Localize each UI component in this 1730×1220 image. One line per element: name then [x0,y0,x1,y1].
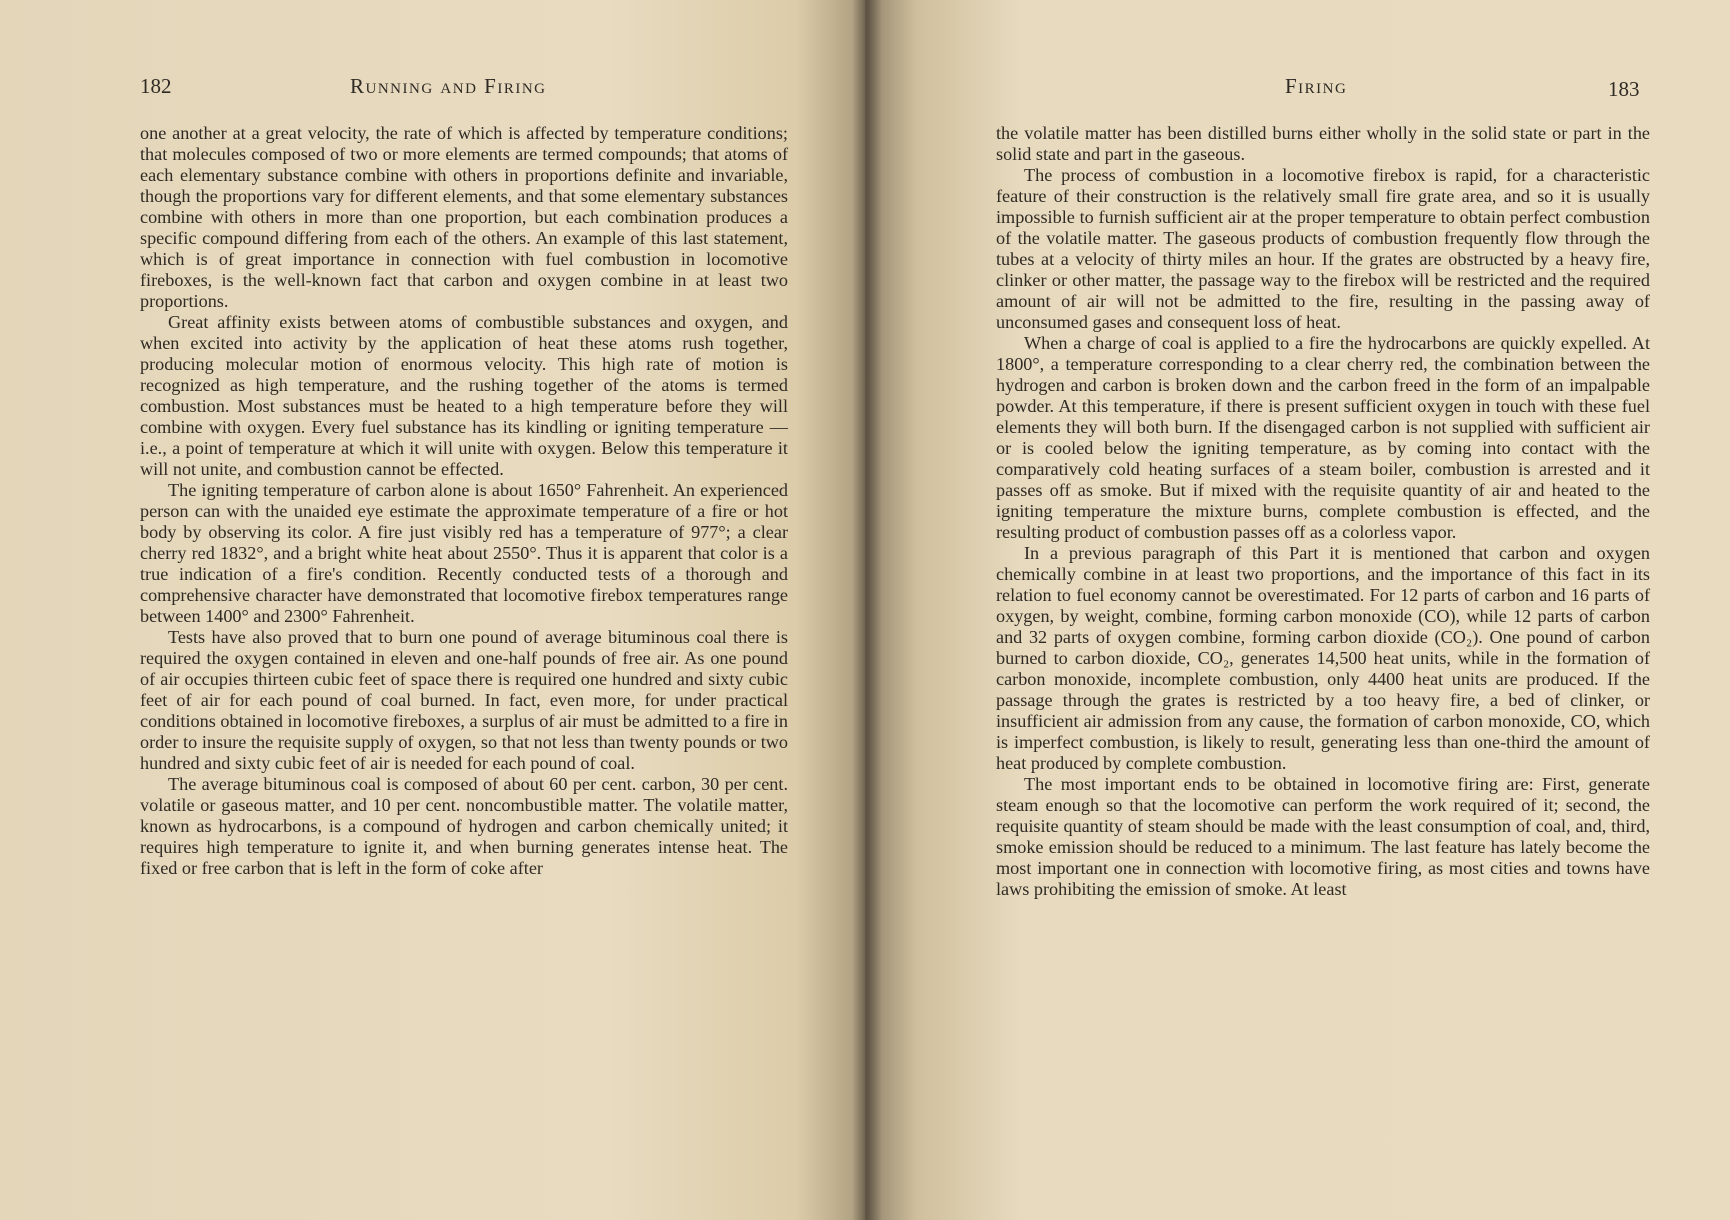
paragraph: Tests have also proved that to burn one pound of average bituminous coal there is required the oxygen contained in eleven and one-half pounds of free air. As one pound of air occupies thirteen cubic feet of space there is required one hundred and sixty cubic feet of air for each pound of coal burned. In fact, even more, for under practical conditions obtained in locomotive fireboxes, a surplus of air must be admitted to a fire in order to insure the requisite supply of oxygen, so that not less than twenty pounds or two hundred and sixty cubic feet of air is needed for each pound of coal. [140,627,788,773]
paragraph: The average bituminous coal is composed of about 60 per cent. carbon, 30 per cent. volatile or gaseous matter, and 10 per cent. noncombustible matter. The volatile matter, known as hydrocarbons, is a compound of hydrogen and carbon chemically united; it requires high temperature to ignite it, and when burning generates intense heat. The fixed or free carbon that is left in the form of coke after [140,774,788,878]
right-page [865,0,1730,1220]
paragraph: one another at a great velocity, the rate of which is affected by temperature conditions; that molecules composed of two or more elements are termed compounds; that atoms of each elementary substance combine with others in proportions definite and invariable, though the proportions vary for different elements, and that some elementary substances combine with others in more than one proportion, but each combination produces a specific compound differing from each of the others. An example of this last statement, which is of great importance in connection with fuel combustion in locomotive fireboxes, is the well-known fact that carbon and oxygen combine in at least two proportions. [140,123,788,311]
body-text [140,123,788,879]
book-gutter [852,0,882,1220]
paragraph: the volatile matter has been distilled burns either wholly in the solid state or part in the solid state and part in the gaseous. [996,123,1650,164]
running-head: Running and Firing [350,74,547,98]
running-head: Firing [1285,74,1348,98]
paragraph: In a previous paragraph of this Part it is mentioned that carbon and oxygen chemically combine in at least two proportions, and the importance of this fact in its relation to fuel economy cannot be overestimated. For 12 parts of carbon and 16 parts of oxygen, by weight, combine, forming carbon monoxide (CO), while 12 parts of carbon and 32 parts of oxygen combine, forming carbon dioxide (CO₂). One pound of carbon burned to carbon dioxide, CO₂, generates 14,500 heat units, while in the formation of carbon monoxide, incomplete combustion, only 4400 heat units are produced. If the passage through the grates is restricted by a too heavy fire, a bed of clinker, or insufficient air admission from any cause, the formation of carbon monoxide, CO, which is imperfect combustion, is likely to result, generating less than one-third the amount of heat produced by complete combustion. [996,543,1650,773]
paragraph: Great affinity exists between atoms of combustible substances and oxygen, and when excited into activity by the application of heat these atoms rush together, producing molecular motion of enormous velocity. This high rate of motion is recognized as high temperature, and the rushing together of the atoms is termed combustion. Most substances must be heated to a high temperature before they will combine with oxygen. Every fuel substance has its kindling or igniting temperature —i.e., a point of temperature at which it will unite with oxygen. Below this temperature it will not unite, and combustion cannot be effected. [140,312,788,479]
page-number: 182 [140,74,172,98]
page-number: 183 [1608,77,1640,101]
paragraph: The igniting temperature of carbon alone is about 1650° Fahrenheit. An experienced person can with the unaided eye estimate the approximate temperature of a fire or hot body by observing its color. A fire just visibly red has a temperature of 977°; a clear cherry red 1832°, and a bright white heat about 2550°. Thus it is apparent that color is a true indication of a fire's condition. Recently conducted tests of a thorough and comprehensive character have demonstrated that locomotive firebox temperatures range between 1400° and 2300° Fahrenheit. [140,480,788,626]
paragraph: When a charge of coal is applied to a fire the hydrocarbons are quickly expelled. At 1800°, a temperature corresponding to a clear cherry red, the combination between the hydrogen and carbon is broken down and the carbon freed in the form of an impalpable powder. At this temperature, if there is present sufficient oxygen in touch with these fuel elements they will both burn. If the disengaged carbon is not supplied with sufficient air or is cooled below the igniting temperature, as by coming into contact with the comparatively cold heating surfaces of a steam boiler, combustion is arrested and it passes off as smoke. But if mixed with the requisite quantity of air and heated to the igniting temperature the mixture burns, complete combustion is effected, and the resulting product of combustion passes off as a colorless vapor. [996,333,1650,542]
paragraph: The most important ends to be obtained in locomotive firing are: First, generate steam enough so that the locomotive can perform the work required of it; second, the requisite quantity of steam should be made with the least consumption of coal, and, third, smoke emission should be reduced to a minimum. The last feature has lately become the most important one in connection with locomotive firing, as most cities and towns have laws prohibiting the emission of smoke. At least [996,774,1650,899]
paragraph: The process of combustion in a locomotive firebox is rapid, for a characteristic feature of their construction is the relatively small fire grate area, and so it is usually impossible to furnish sufficient air at the proper temperature to obtain perfect combustion of the volatile matter. The gaseous products of combustion frequently flow through the tubes at a velocity of thirty miles an hour. If the grates are obstructed by a heavy fire, clinker or other matter, the passage way to the firebox will be restricted and the required amount of air will not be admitted to the fire, resulting in the passing away of unconsumed gases and consequent loss of heat. [996,165,1650,332]
body-text [996,123,1650,900]
